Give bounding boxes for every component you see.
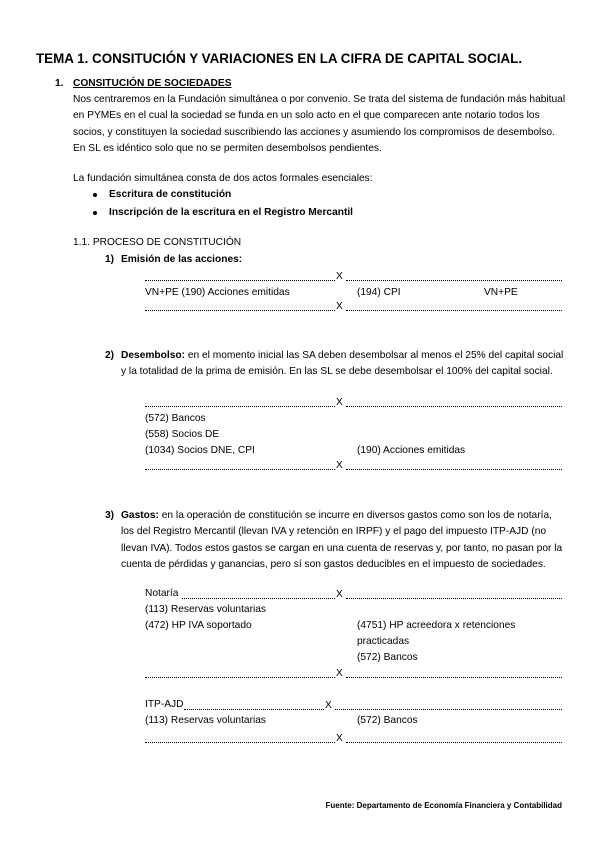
step-number: 3) (105, 510, 115, 521)
subsection-heading: 1.1. PROCESO DE CONSTITUCIÓN (73, 237, 242, 248)
journal-x-mark: X (336, 668, 343, 679)
journal-credit: (572) Bancos (357, 715, 418, 726)
step-paragraph (121, 508, 567, 573)
journal-x-mark: X (336, 397, 343, 408)
journal-line (184, 709, 324, 710)
bullet-item: Inscripción de la escritura en el Registro Mercantil (109, 207, 354, 218)
step-paragraph (121, 348, 567, 381)
bullet-icon (93, 211, 97, 215)
journal-line (145, 469, 335, 470)
journal-x-mark: X (336, 733, 343, 744)
journal-credit-amount: VN+PE (484, 287, 518, 298)
journal-line (145, 280, 335, 281)
step-number: 1) (105, 254, 115, 265)
journal-debit: (113) Reservas voluntarias (145, 604, 266, 615)
page-title: TEMA 1. CONSITUCIÓN Y VARIACIONES EN LA CIFRA DE CAPITAL SOCIAL. (36, 51, 523, 66)
journal-debit: (1034) Socios DNE, CPI (145, 445, 255, 456)
journal-entry-label: ITP-AJD (145, 699, 184, 710)
journal-entry-label: Notaría (145, 588, 179, 599)
intro-paragraph: Nos centraremos en la Fundación simultánea o por convenio. Se trata del sistema de fundación más habitual en PYMEs en el cual la sociedad se funda en un solo acto en el que comparecen ante notario todos los socios, y constituyen la sociedad suscribiendo las acciones y asumiendo los compromisos de desembolso. En SL es idéntico solo que no se permiten desembolsos pendientes. (73, 94, 566, 154)
journal-line (145, 310, 335, 311)
journal-line (346, 406, 562, 407)
section-heading: CONSITUCIÓN DE SOCIEDADES (73, 78, 232, 89)
step-text: en el momento inicial las SA deben desembolsar al menos el 25% del capital social y la totalidad de la prima de emisión. En las SL se debe desembolsar el 100% del capital social. (121, 350, 564, 378)
section-number: 1. (55, 78, 64, 89)
step-title: Emisión de las acciones: (121, 254, 243, 265)
step-title: Desembolso: (121, 350, 185, 361)
journal-credit: (194) CPI (357, 287, 401, 298)
journal-line (346, 742, 562, 743)
journal-line (346, 677, 562, 678)
step-text: en la operación de constitución se incurre en diversos gastos como son los de notaría, los del Registro Mercantil (llevan IVA y retención en IRPF) y el pago del impuesto ITP-AJD (no llevan IVA). Todos estos gastos se cargan en una cuenta de reservas y, por tanto, no pasan por la cuenta de pérdidas y ganancias, pero sí son gastos deducibles en el impuesto de sociedades. (121, 510, 563, 570)
journal-line (346, 310, 562, 311)
journal-debit: (472) HP IVA soportado (145, 620, 252, 631)
journal-line (145, 742, 335, 743)
journal-line (145, 677, 335, 678)
journal-debit: (572) Bancos (145, 413, 206, 424)
journal-credit: (190) Acciones emitidas (357, 445, 466, 456)
step-number: 2) (105, 350, 115, 361)
journal-credit: (4751) HP acreedora x retenciones practicadas (357, 620, 516, 648)
journal-credit: (572) Bancos (357, 652, 418, 663)
journal-x-mark: X (336, 271, 343, 282)
journal-line (346, 280, 562, 281)
journal-x-mark: X (336, 589, 343, 600)
journal-x-mark: X (336, 301, 343, 312)
journal-line (335, 709, 562, 710)
journal-line (145, 406, 335, 407)
bullet-item: Escritura de constitución (109, 189, 232, 200)
journal-debit: (558) Socios DE (145, 429, 220, 440)
footer-source: Fuente: Departamento de Economía Financiera y Contabilidad (325, 801, 562, 810)
journal-debit: VN+PE (190) Acciones emitidas (145, 287, 290, 298)
journal-line (346, 598, 562, 599)
journal-line (182, 598, 335, 599)
journal-x-mark: X (336, 460, 343, 471)
journal-debit: (113) Reservas voluntarias (145, 715, 266, 726)
journal-x-mark: X (325, 700, 332, 711)
step-title: Gastos: (121, 510, 159, 521)
acts-intro: La fundación simultánea consta de dos actos formales esenciales: (73, 173, 373, 184)
journal-line (346, 469, 562, 470)
bullet-icon (93, 193, 97, 197)
